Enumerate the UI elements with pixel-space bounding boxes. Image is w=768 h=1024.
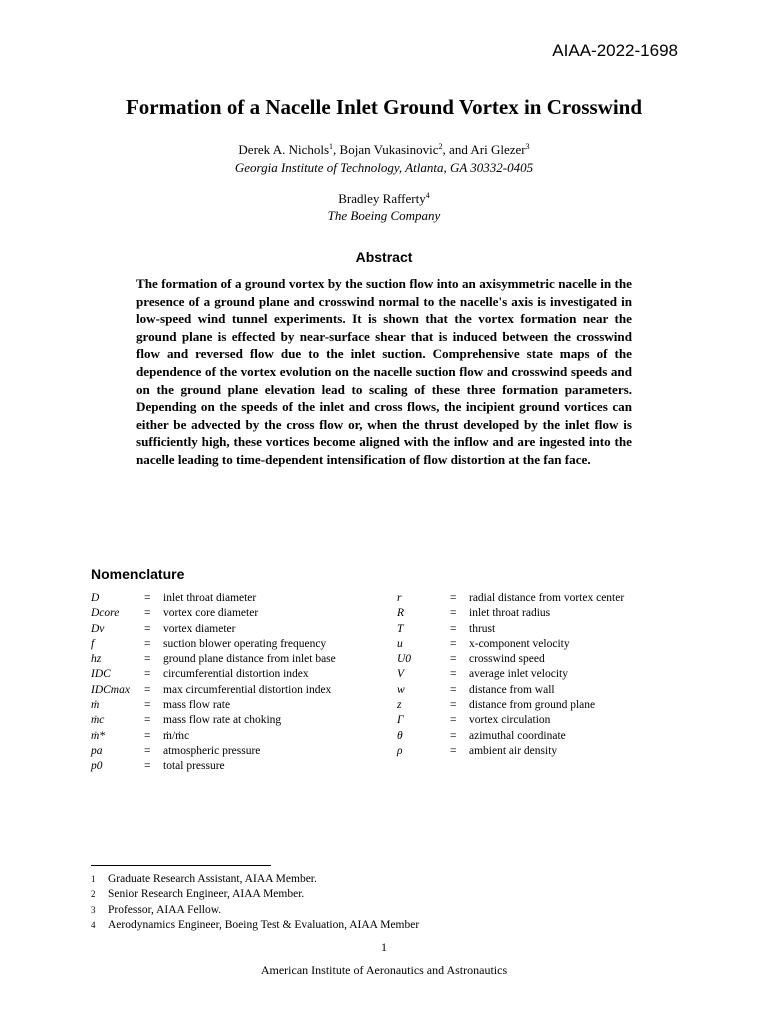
equals-sign: =	[144, 668, 151, 681]
nomenclature-symbol: D	[91, 592, 100, 604]
footnote-text: Professor, AIAA Fellow.	[108, 903, 222, 916]
nomenclature-row	[91, 744, 381, 759]
nomenclature-definition: ambient air density	[469, 744, 558, 757]
nomenclature-row	[91, 713, 381, 728]
equals-sign: =	[450, 622, 457, 635]
nomenclature-definition: inlet throat radius	[469, 607, 551, 620]
author-separator: , and	[442, 142, 471, 157]
equals-sign: =	[450, 637, 457, 650]
nomenclature-row	[397, 729, 687, 744]
nomenclature-symbol: IDC	[91, 668, 111, 681]
equals-sign: =	[144, 622, 151, 635]
nomenclature-definition: radial distance from vortex center	[469, 592, 625, 604]
nomenclature-definition: mass flow rate	[163, 699, 231, 712]
nomenclature-definition: max circumferential distortion index	[163, 683, 332, 696]
nomenclature-symbol: ṁ	[91, 699, 100, 712]
paper-id: AIAA-2022-1698	[552, 41, 678, 60]
equals-sign: =	[450, 699, 457, 712]
nomenclature-symbol: ṁ*	[91, 729, 106, 742]
nomenclature-symbol: Γ	[397, 714, 404, 727]
author-line	[0, 142, 768, 158]
nomenclature-definition: average inlet velocity	[469, 668, 568, 681]
footnote-mark: 1	[91, 874, 96, 884]
author-superscript: 3	[525, 142, 530, 151]
nomenclature-symbol: f	[91, 637, 95, 650]
nomenclature-symbol: U0	[397, 653, 412, 666]
page-number: 1	[381, 940, 387, 954]
footnote-mark: 4	[91, 919, 96, 930]
affiliation: The Boeing Company	[327, 208, 441, 223]
nomenclature-definition: thrust	[469, 622, 496, 635]
nomenclature-symbol: ṁc	[91, 714, 105, 727]
equals-sign: =	[144, 760, 151, 773]
author-separator: ,	[333, 142, 340, 157]
equals-sign: =	[450, 729, 457, 742]
nomenclature-row	[91, 591, 381, 606]
nomenclature-definition: distance from ground plane	[469, 699, 596, 712]
nomenclature-definition: crosswind speed	[469, 653, 545, 666]
nomenclature-symbol: z	[397, 699, 402, 712]
equals-sign: =	[450, 653, 457, 666]
equals-sign: =	[144, 729, 151, 742]
nomenclature-definition: x-component velocity	[469, 637, 570, 650]
footnote-text: Senior Research Engineer, AIAA Member.	[108, 888, 305, 901]
equals-sign: =	[144, 637, 151, 650]
nomenclature-symbol: hz	[91, 653, 102, 666]
footnote-text: Aerodynamics Engineer, Boeing Test & Evaluation, AIAA Member	[108, 918, 420, 931]
author-name: Ari Glezer	[470, 142, 526, 157]
author-name: Derek A. Nichols	[238, 142, 330, 157]
nomenclature-row	[91, 683, 381, 698]
footnote-divider	[91, 865, 271, 866]
equals-sign: =	[450, 607, 457, 620]
equals-sign: =	[450, 592, 457, 604]
equals-sign: =	[450, 714, 457, 727]
nomenclature-definition: distance from wall	[469, 683, 555, 696]
nomenclature-symbol: IDCmax	[91, 683, 130, 696]
nomenclature-symbol: θ	[397, 729, 403, 742]
nomenclature-row	[397, 606, 687, 621]
footnote-text: Graduate Research Assistant, AIAA Member.	[108, 873, 317, 885]
nomenclature-row	[397, 713, 687, 728]
nomenclature-row	[91, 606, 381, 621]
equals-sign: =	[144, 744, 151, 757]
nomenclature-symbol: r	[397, 592, 402, 604]
author-line	[0, 191, 768, 207]
nomenclature-left-column	[91, 591, 381, 775]
nomenclature-symbol: pa	[91, 744, 103, 757]
equals-sign: =	[144, 653, 151, 666]
equals-sign: =	[144, 683, 151, 696]
nomenclature-row	[397, 744, 687, 759]
nomenclature-definition: circumferential distortion index	[163, 668, 309, 681]
nomenclature-definition: mass flow rate at choking	[163, 714, 282, 727]
equals-sign: =	[144, 592, 151, 604]
author-superscript: 4	[425, 191, 430, 200]
abstract-heading: Abstract	[355, 249, 413, 265]
author-superscript: 2	[438, 142, 443, 151]
paper-title: Formation of a Nacelle Inlet Ground Vortex in Crosswind	[125, 95, 643, 119]
nomenclature-heading: Nomenclature	[91, 566, 185, 582]
author-superscript: 1	[329, 142, 334, 151]
nomenclature-row	[91, 637, 381, 652]
nomenclature-row	[91, 652, 381, 667]
nomenclature-definition: azimuthal coordinate	[469, 729, 566, 742]
abstract-text: The formation of a ground vortex by the suction flow into an axisymmetric nacelle in the presence of a ground plane and crosswind normal to the nacelle's axis is investigated in low-speed wind tunnel experiments. It is shown that the vortex formation near the ground plane is effected by near-surface shear that is induced between the crosswind flow and reversed flow due to the inlet suction. Comprehensive state maps of the dependence of the vortex evolution on the nacelle suction flow and crosswind speeds and on the ground plane elevation lead to scaling of these three formation parameters. Depending on the speeds of the inlet and cross flows, the incipient ground vortices can either be advected by the cross flow or, when the thrust developed by the inlet flow is sufficiently high, these vortices become aligned with the inflow and are ingested into the nacelle leading to time-dependent intensification of flow distortion at the fan face.	[136, 276, 632, 467]
nomenclature-right-column	[397, 591, 687, 759]
page-footer: American Institute of Aeronautics and Astronautics	[260, 963, 508, 977]
nomenclature-symbol: V	[397, 668, 405, 681]
nomenclature-symbol: w	[397, 683, 405, 696]
nomenclature-row	[397, 698, 687, 713]
equals-sign: =	[144, 714, 151, 727]
equals-sign: =	[144, 699, 151, 712]
nomenclature-definition: inlet throat diameter	[163, 592, 257, 604]
author-name: Bojan Vukasinovic	[339, 142, 439, 157]
nomenclature-symbol: T	[397, 622, 404, 635]
equals-sign: =	[450, 683, 457, 696]
nomenclature-row	[397, 652, 687, 667]
nomenclature-definition: ground plane distance from inlet base	[163, 653, 336, 666]
nomenclature-row	[397, 637, 687, 652]
nomenclature-row	[397, 683, 687, 698]
nomenclature-symbol: u	[397, 637, 403, 650]
nomenclature-row	[91, 667, 381, 682]
equals-sign: =	[144, 607, 151, 620]
affiliation: Georgia Institute of Technology, Atlanta, GA 30332-0405	[234, 160, 534, 175]
nomenclature-definition: vortex core diameter	[163, 607, 259, 620]
nomenclature-symbol: p0	[91, 760, 103, 773]
nomenclature-row	[91, 759, 381, 774]
nomenclature-definition: atmospheric pressure	[163, 744, 261, 757]
nomenclature-row	[91, 622, 381, 637]
nomenclature-definition: vortex diameter	[163, 622, 236, 635]
nomenclature-definition: suction blower operating frequency	[163, 637, 327, 650]
nomenclature-symbol: ρ	[397, 744, 403, 757]
nomenclature-symbol: R	[397, 607, 405, 620]
nomenclature-definition: ṁ/ṁc	[163, 729, 190, 742]
nomenclature-row	[397, 591, 687, 606]
equals-sign: =	[450, 668, 457, 681]
nomenclature-definition: total pressure	[163, 760, 225, 773]
nomenclature-symbol: Dv	[91, 622, 105, 635]
nomenclature-definition: vortex circulation	[469, 714, 551, 727]
nomenclature-row	[397, 667, 687, 682]
footnote-mark: 2	[91, 889, 96, 900]
nomenclature-symbol: Dcore	[91, 607, 120, 620]
nomenclature-row	[397, 622, 687, 637]
footnote-mark: 3	[91, 904, 96, 915]
author-name: Bradley Rafferty	[338, 191, 426, 206]
nomenclature-row	[91, 729, 381, 744]
nomenclature-row	[91, 698, 381, 713]
equals-sign: =	[450, 744, 457, 757]
